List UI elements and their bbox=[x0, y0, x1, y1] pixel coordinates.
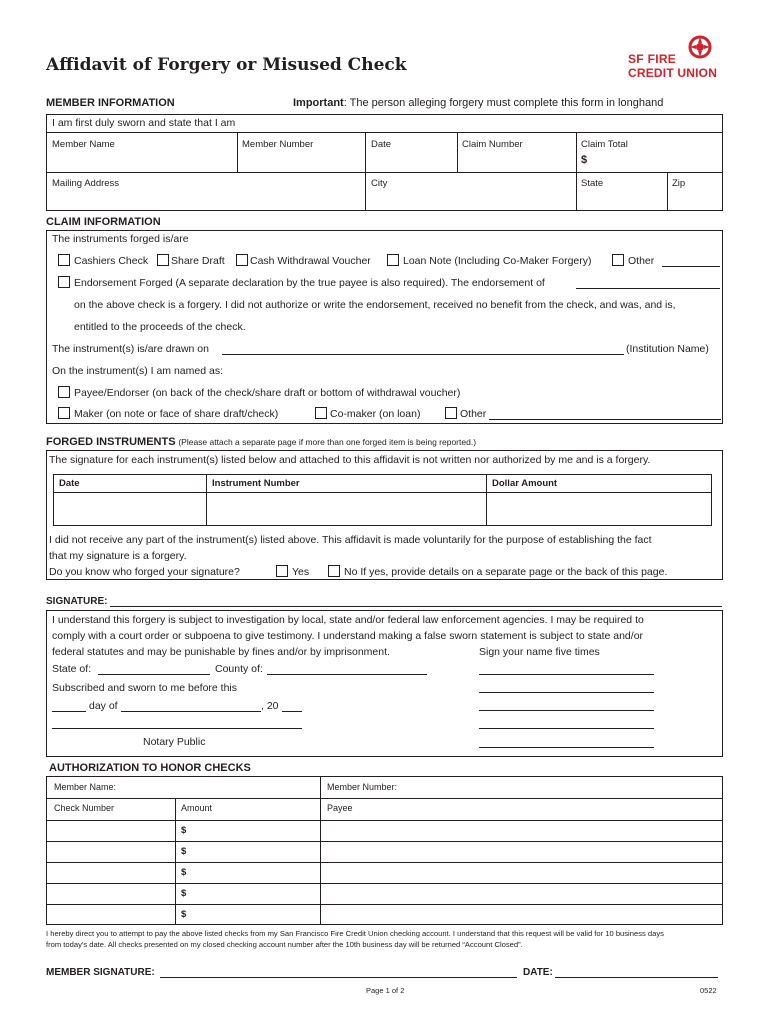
state-of-label: State of: bbox=[52, 663, 92, 675]
drawn-on-input[interactable] bbox=[222, 354, 624, 355]
forged-date-cell[interactable] bbox=[54, 493, 205, 525]
cash-withdrawal-checkbox[interactable] bbox=[236, 254, 248, 266]
sworn-statement: I am first duly sworn and state that I am bbox=[52, 117, 236, 129]
subscribed-label: Subscribed and sworn to me before this bbox=[52, 682, 238, 694]
col-check-number: Check Number bbox=[54, 803, 115, 813]
forged-heading-note: (Please attach a separate page if more than one forged item is being reported.) bbox=[178, 437, 477, 447]
share-draft-label: Share Draft bbox=[171, 255, 225, 267]
amount-dollar-2[interactable]: $ bbox=[181, 846, 187, 857]
forged-statement: The signature for each instrument(s) listed below and attached to this affidavit is not written nor authorized by me and is a forgery. bbox=[49, 454, 651, 466]
member-info-heading: MEMBER INFORMATION bbox=[46, 97, 175, 109]
claim-total-dollar: $ bbox=[581, 154, 588, 166]
payee-endorser-label: Payee/Endorser (on back of the check/share draft or bottom of withdrawal voucher) bbox=[74, 387, 461, 399]
instruments-forged-label: The instruments forged is/are bbox=[52, 233, 189, 245]
loan-note-checkbox[interactable] bbox=[387, 254, 399, 266]
sign-five-label: Sign your name five times bbox=[479, 646, 600, 658]
payee-endorser-checkbox[interactable] bbox=[58, 386, 70, 398]
auth-member-name-field[interactable]: Member Name: bbox=[54, 782, 117, 792]
sign-line-4[interactable] bbox=[479, 728, 654, 729]
month-input[interactable] bbox=[121, 711, 261, 712]
year-label: , 20 bbox=[261, 700, 279, 712]
footer-date-input[interactable] bbox=[555, 977, 718, 978]
col-amount: Amount bbox=[181, 803, 213, 813]
cash-withdrawal-label: Cash Withdrawal Voucher bbox=[250, 255, 371, 267]
share-draft-checkbox[interactable] bbox=[157, 254, 169, 266]
endorsement-forged-checkbox[interactable] bbox=[58, 276, 70, 288]
amount-dollar-4[interactable]: $ bbox=[181, 888, 187, 899]
other-label: Other bbox=[628, 255, 655, 267]
no-receive-line-2: that my signature is a forgery. bbox=[49, 550, 187, 562]
important-note bbox=[293, 97, 663, 109]
city-field[interactable]: City bbox=[371, 178, 388, 189]
state-of-input[interactable] bbox=[98, 674, 210, 675]
day-of-label: day of bbox=[89, 700, 118, 712]
amount-dollar-1[interactable]: $ bbox=[181, 825, 187, 836]
sign-line-1[interactable] bbox=[479, 674, 654, 675]
no-checkbox[interactable] bbox=[328, 565, 340, 577]
footer-date-label: DATE: bbox=[523, 967, 553, 978]
named-as-label: On the instrument(s) I am named as: bbox=[52, 365, 223, 377]
logo bbox=[628, 35, 728, 85]
col-payee: Payee bbox=[327, 803, 353, 813]
yes-checkbox[interactable] bbox=[276, 565, 288, 577]
co-maker-label: Co-maker (on loan) bbox=[330, 408, 421, 420]
county-of-label: County of: bbox=[215, 663, 263, 675]
claim-info-heading: CLAIM INFORMATION bbox=[46, 216, 161, 228]
member-signature-input[interactable] bbox=[160, 977, 517, 978]
signature-heading: SIGNATURE: bbox=[46, 596, 108, 607]
loan-note-label: Loan Note (Including Co-Maker Forgery) bbox=[403, 255, 592, 267]
day-input[interactable] bbox=[52, 711, 86, 712]
authorization-heading: AUTHORIZATION TO HONOR CHECKS bbox=[49, 762, 251, 774]
institution-name-label: (Institution Name) bbox=[626, 343, 709, 355]
notary-signature-input[interactable] bbox=[52, 728, 302, 729]
date-field[interactable]: Date bbox=[371, 139, 392, 150]
endorsement-line-1: Endorsement Forged (A separate declaration by the true payee is also required). The endorsement of bbox=[74, 277, 545, 289]
auth-member-number-field[interactable]: Member Number: bbox=[327, 782, 398, 792]
important-text: : The person alleging forgery must complete this form in longhand bbox=[343, 97, 664, 109]
logo-line1: SF FIRE bbox=[628, 52, 677, 66]
direct-line-2: from today's date. All checks presented on my closed checking account number after the 10th business day will be returned “Account Closed”. bbox=[46, 940, 523, 949]
page-title: Affidavit of Forgery or Misused Check bbox=[46, 55, 407, 75]
endorsement-line-3: entitled to the proceeds of the check. bbox=[74, 321, 246, 333]
cashiers-check-checkbox[interactable] bbox=[58, 254, 70, 266]
understand-line-1: I understand this forgery is subject to investigation by local, state and/or federal law enforcement agencies. I may be required to bbox=[52, 614, 644, 626]
member-name-field[interactable]: Member Name bbox=[52, 139, 115, 150]
amount-dollar-3[interactable]: $ bbox=[181, 867, 187, 878]
other-input[interactable] bbox=[662, 266, 720, 267]
logo-icon bbox=[688, 35, 712, 59]
important-label: Important bbox=[293, 97, 344, 109]
forged-heading: FORGED INSTRUMENTS bbox=[46, 436, 176, 448]
drawn-on-label: The instrument(s) is/are drawn on bbox=[52, 343, 209, 355]
signature-input[interactable] bbox=[110, 606, 722, 607]
maker-label: Maker (on note or face of share draft/check) bbox=[74, 408, 279, 420]
member-number-field[interactable]: Member Number bbox=[242, 139, 314, 150]
amount-dollar-5[interactable]: $ bbox=[181, 909, 187, 920]
other-checkbox[interactable] bbox=[612, 254, 624, 266]
maker-checkbox[interactable] bbox=[58, 407, 70, 419]
form-code: 0522 bbox=[700, 986, 717, 995]
co-maker-checkbox[interactable] bbox=[315, 407, 327, 419]
understand-line-2: comply with a court order or subpoena to give testimony. I understand making a false sworn statement is subject to state and/or bbox=[52, 630, 644, 642]
sign-line-3[interactable] bbox=[479, 710, 654, 711]
col-date: Date bbox=[59, 478, 80, 489]
cashiers-check-label: Cashiers Check bbox=[74, 255, 149, 267]
know-who-question: Do you know who forged your signature? bbox=[49, 566, 240, 578]
forged-instrument-cell[interactable] bbox=[207, 493, 485, 525]
forged-heading-row bbox=[46, 436, 476, 448]
state-field[interactable]: State bbox=[581, 178, 604, 189]
year-input[interactable] bbox=[282, 711, 302, 712]
yes-label: Yes bbox=[292, 566, 310, 578]
understand-line-3: federal statutes and may be punishable by fines and/or by imprisonment. bbox=[52, 646, 390, 658]
notary-label: Notary Public bbox=[143, 736, 206, 748]
direct-line-1: I hereby direct you to attempt to pay the above listed checks from my San Francisco Fire Credit Union checking account. I understand that this request will be valid for 10 business days bbox=[46, 929, 664, 938]
other2-input[interactable] bbox=[489, 419, 721, 420]
col-instrument-number: Instrument Number bbox=[212, 478, 300, 489]
endorsement-line-2: on the above check is a forgery. I did not authorize or write the endorsement, received no benefit from the check, and was, and is, bbox=[74, 299, 676, 311]
county-of-input[interactable] bbox=[267, 674, 427, 675]
sign-line-5[interactable] bbox=[479, 747, 654, 748]
forged-amount-cell[interactable] bbox=[487, 493, 711, 525]
zip-field[interactable]: Zip bbox=[672, 178, 686, 189]
sign-line-2[interactable] bbox=[479, 692, 654, 693]
col-dollar-amount: Dollar Amount bbox=[492, 478, 558, 489]
claim-total-field[interactable]: Claim Total bbox=[581, 139, 628, 150]
endorsement-of-input[interactable] bbox=[576, 288, 720, 289]
no-label: No If yes, provide details on a separate page or the back of this page. bbox=[344, 566, 668, 578]
member-signature-label: MEMBER SIGNATURE: bbox=[46, 967, 155, 978]
page-number: Page 1 of 2 bbox=[366, 986, 405, 995]
mailing-address-field[interactable]: Mailing Address bbox=[52, 178, 120, 189]
no-receive-line-1: I did not receive any part of the instrument(s) listed above. This affidavit is made voluntarily for the purpose of establishing the fact bbox=[49, 534, 652, 546]
other2-label: Other bbox=[460, 408, 487, 420]
claim-number-field[interactable]: Claim Number bbox=[462, 139, 523, 150]
logo-line2: CREDIT UNION bbox=[628, 66, 718, 80]
other2-checkbox[interactable] bbox=[445, 407, 457, 419]
